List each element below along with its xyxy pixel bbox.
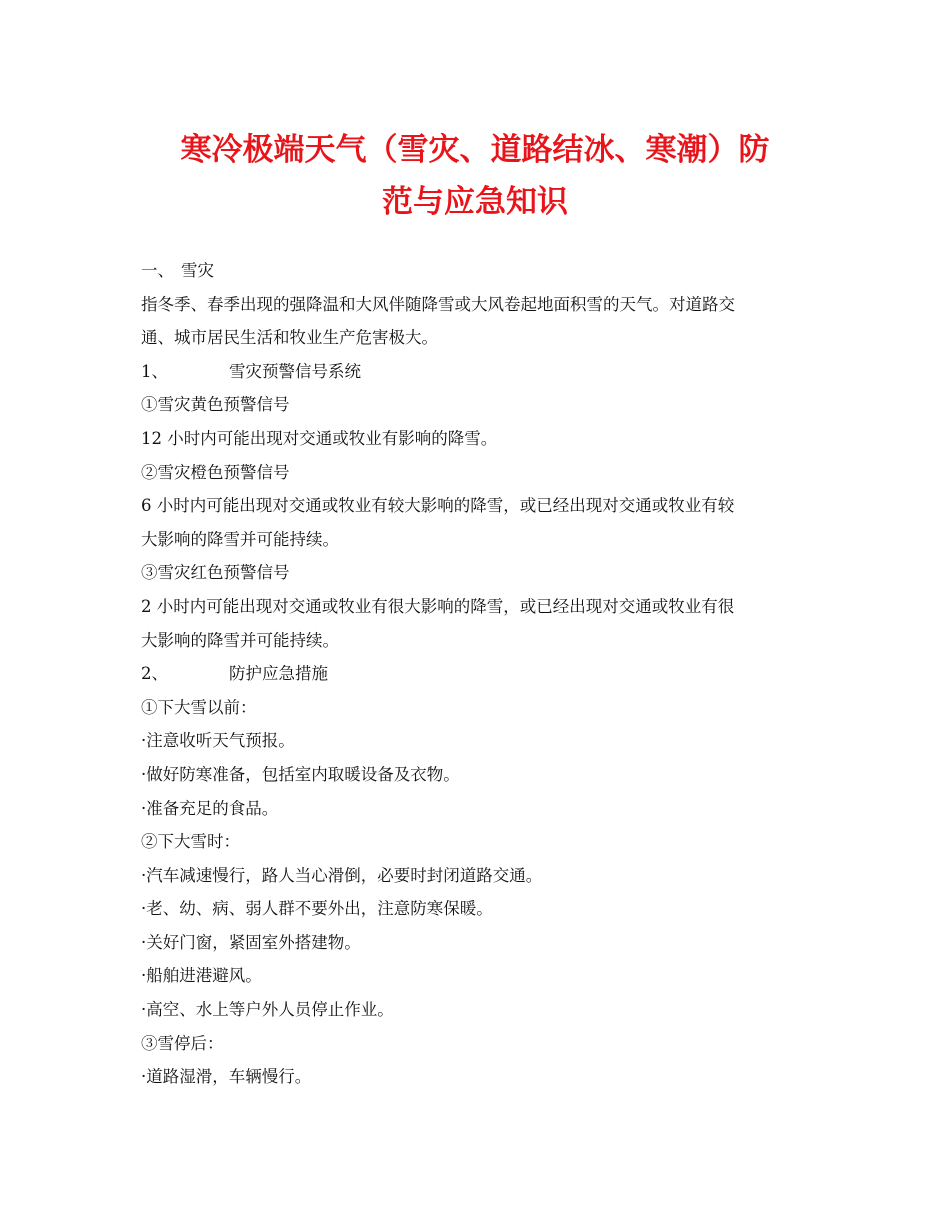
list-item: ·准备充足的食品。 (141, 798, 279, 818)
paragraph-line: 通、城市居民生活和牧业生产危害极大。 (141, 328, 438, 348)
section-heading-snow-disaster (141, 254, 816, 288)
section-number: 一、 (141, 261, 174, 280)
subsection-label: 雪灾预警信号系统 (229, 361, 361, 381)
warning-orange-desc: 大影响的降雪并可能持续。 (141, 529, 339, 549)
subsection-heading-warning-system (141, 355, 816, 389)
during-snow-title: ②下大雪时： (141, 832, 240, 852)
section-label: 雪灾 (181, 261, 214, 280)
list-item: ·道路湿滑，车辆慢行。 (141, 1067, 312, 1087)
title-line-1: 寒冷极端天气（雪灾、道路结冰、寒潮）防 (180, 132, 770, 168)
document-body (141, 254, 816, 1094)
after-snow-title: ③雪停后： (141, 1033, 224, 1053)
list-item: ·汽车减速慢行，路人当心滑倒，必要时封闭道路交通。 (141, 865, 543, 885)
warning-red-desc: 大影响的降雪并可能持续。 (141, 630, 339, 650)
before-snow-title: ①下大雪以前： (141, 697, 257, 717)
paragraph-line: 指冬季、春季出现的强降温和大风伴随降雪或大风卷起地面积雪的天气。对道路交 (141, 294, 735, 314)
warning-red-title: ③雪灾红色预警信号 (141, 563, 290, 583)
warning-red-desc: 2 小时内可能出现对交通或牧业有很大影响的降雪，或已经出现对交通或牧业有很 (141, 596, 735, 616)
warning-yellow-desc: 12 小时内可能出现对交通或牧业有影响的降雪。 (141, 428, 498, 448)
list-item: ·老、幼、病、弱人群不要外出，注意防寒保暖。 (141, 899, 493, 919)
subsection-heading-emergency-measures (141, 657, 816, 691)
document-title (100, 124, 850, 228)
list-item: ·船舶进港避风。 (141, 966, 262, 986)
warning-orange-desc: 6 小时内可能出现对交通或牧业有较大影响的降雪，或已经出现对交通或牧业有较 (141, 496, 735, 516)
subsection-number: 1、 (141, 361, 168, 381)
list-item: ·做好防寒准备，包括室内取暖设备及衣物。 (141, 764, 460, 784)
warning-yellow-title: ①雪灾黄色预警信号 (141, 395, 290, 415)
list-item: ·高空、水上等户外人员停止作业。 (141, 1000, 394, 1020)
subsection-label: 防护应急措施 (229, 664, 328, 684)
title-line-2: 范与应急知识 (382, 184, 568, 220)
list-item: ·关好门窗，紧固室外搭建物。 (141, 932, 361, 952)
list-item: ·注意收听天气预报。 (141, 731, 295, 751)
subsection-number: 2、 (141, 664, 168, 684)
warning-orange-title: ②雪灾橙色预警信号 (141, 462, 290, 482)
